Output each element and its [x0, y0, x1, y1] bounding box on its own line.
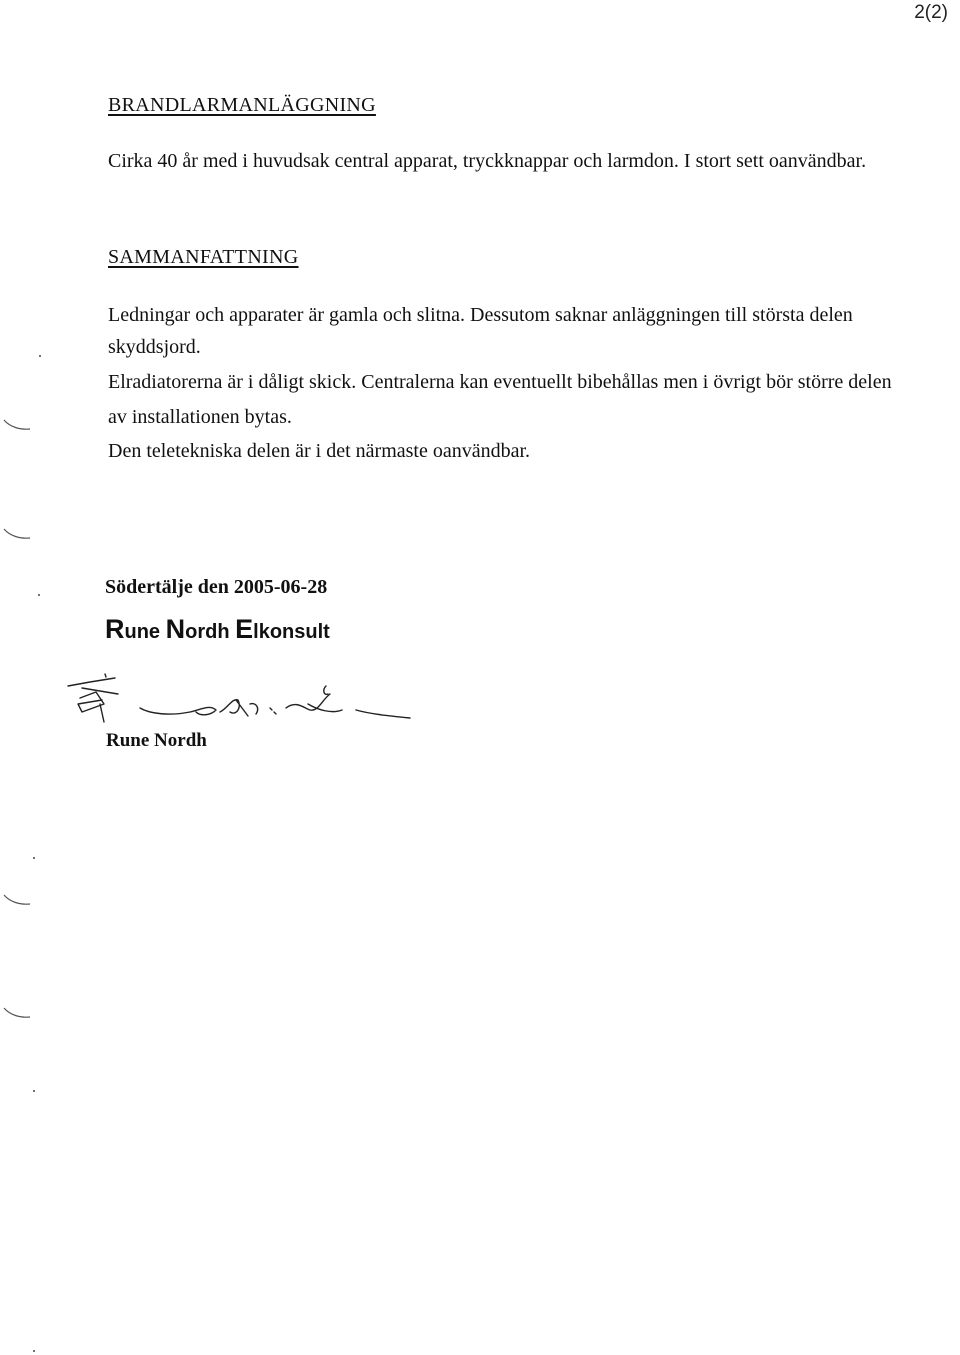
scan-mark: [2, 418, 32, 432]
signer-name: Rune Nordh: [106, 730, 207, 751]
section-heading-summary: SAMMANFATTNING: [108, 246, 299, 268]
section-heading-alarm: BRANDLARMANLÄGGNING: [108, 94, 376, 116]
scan-mark: [2, 893, 32, 907]
handwritten-signature: [60, 664, 420, 734]
scan-dot: [33, 857, 35, 859]
company-part-ordh: ordh: [185, 621, 236, 643]
scan-dot: [33, 1090, 35, 1092]
page-number: 2(2): [914, 2, 948, 23]
summary-line: skyddsjord.: [108, 336, 201, 358]
scan-dot: [39, 355, 41, 357]
summary-line: Den teletekniska delen är i det närmaste oanvändbar.: [108, 440, 531, 462]
company-part-lkonsult: lkonsult: [253, 621, 330, 643]
scan-dot: [33, 1350, 35, 1352]
scan-mark: [2, 1006, 32, 1020]
scan-dot: [38, 594, 40, 596]
scan-mark: [2, 527, 32, 541]
company-initial-e: E: [235, 614, 254, 644]
company-part-une: une: [124, 621, 166, 643]
summary-line: Elradiatorerna är i dåligt skick. Centralerna kan eventuellt bibehållas men i övrigt bör större delen: [108, 371, 892, 393]
company-initial-r: R: [105, 614, 125, 644]
summary-line: av installationen bytas.: [108, 406, 292, 428]
summary-line: Ledningar och apparater är gamla och slitna. Dessutom saknar anläggningen till största delen: [108, 304, 853, 326]
alarm-text: Cirka 40 år med i huvudsak central apparat, tryckknappar och larmdon. I stort sett oanvändbar.: [108, 150, 867, 172]
company-initial-n: N: [165, 614, 186, 644]
company-name: [105, 614, 330, 645]
place-and-date: Södertälje den 2005-06-28: [105, 576, 328, 598]
